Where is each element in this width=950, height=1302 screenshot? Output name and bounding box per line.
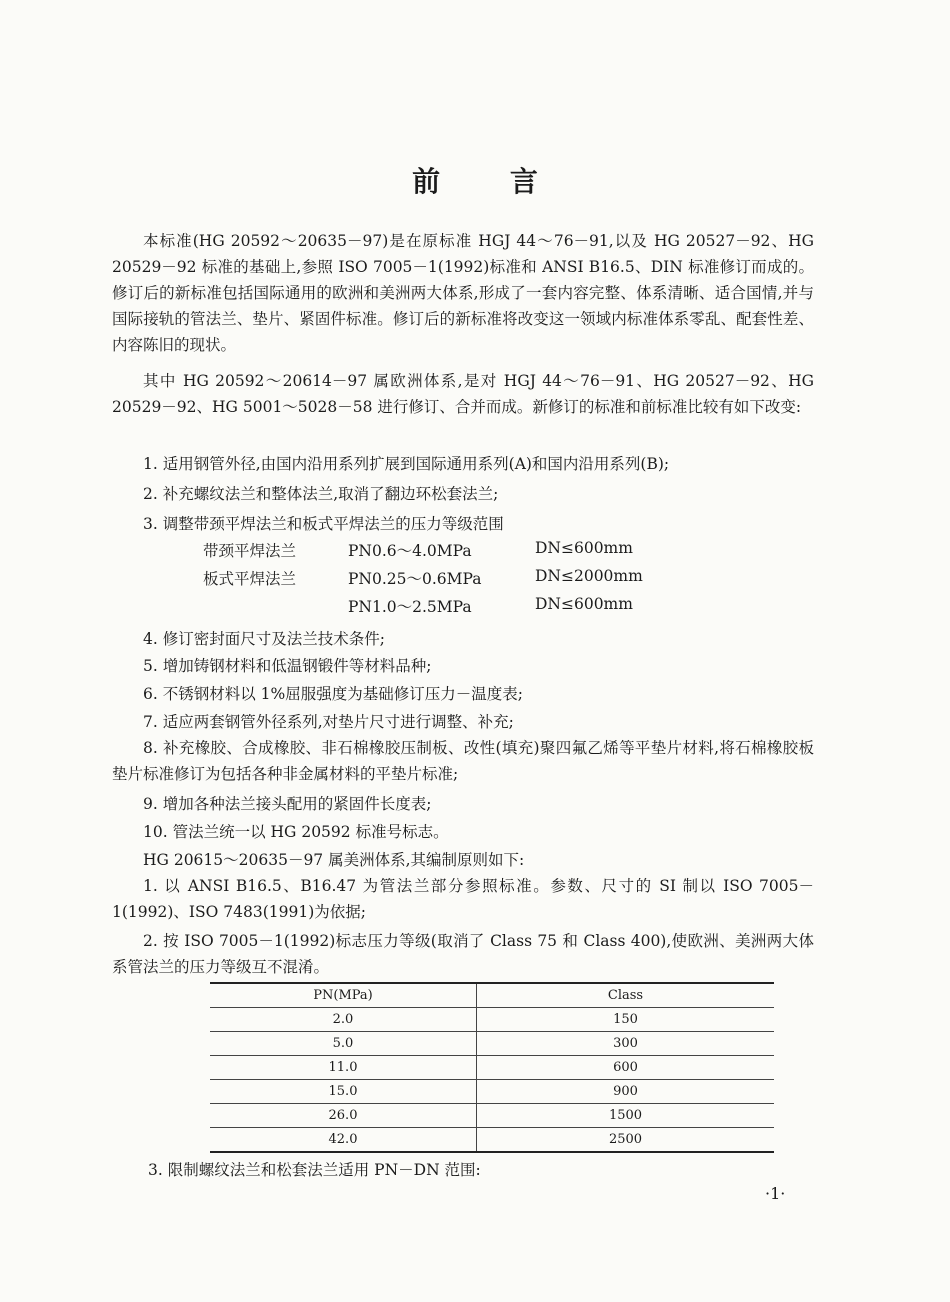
sub-row-2-dn: DN≤2000mm	[535, 567, 643, 585]
sub-row-3-dn: DN≤600mm	[535, 595, 633, 613]
america-item-2: 2. 按 ISO 7005－1(1992)标志压力等级(取消了 Class 75 和 Class 400),使欧洲、美洲两大体系管法兰的压力等级互不混淆。	[112, 932, 814, 976]
table-cell-class: 300	[477, 1032, 775, 1056]
europe-item-7: 7. 适应两套钢管外径系列,对垫片尺寸进行调整、补充;	[143, 713, 514, 731]
table-header-row	[210, 983, 774, 1008]
table-row	[210, 1056, 774, 1080]
europe-item-9: 9. 增加各种法兰接头配用的紧固件长度表;	[143, 795, 432, 813]
sub-row-1-pn: PN0.6～4.0MPa	[348, 542, 472, 560]
table-cell-pn: 2.0	[210, 1008, 477, 1032]
pn-class-table	[210, 982, 774, 1153]
intro-paragraph-2: 其中 HG 20592～20614－97 属欧洲体系,是对 HGJ 44～76－91、HG 20527－92、HG 20529－92、HG 5001～5028－58 进行修订、合并而成。新修订的标准和前标准比较有如下改变:	[112, 372, 814, 416]
table-cell-pn: 5.0	[210, 1032, 477, 1056]
europe-item-1: 1. 适用钢管外径,由国内沿用系列扩展到国际通用系列(A)和国内沿用系列(B);	[143, 455, 670, 473]
sub-row-2-name: 板式平焊法兰	[203, 570, 297, 588]
bleed-through-text	[240, 128, 487, 147]
table-cell-class: 900	[477, 1080, 775, 1104]
europe-item-2: 2. 补充螺纹法兰和整体法兰,取消了翻边环松套法兰;	[143, 485, 499, 503]
europe-item-5: 5. 增加铸钢材料和低温钢锻件等材料品种;	[143, 657, 432, 675]
table-header-pn: PN(MPa)	[210, 983, 477, 1008]
table-cell-class: 150	[477, 1008, 775, 1032]
table-cell-pn: 15.0	[210, 1080, 477, 1104]
sub-row-1-name: 带颈平焊法兰	[203, 542, 297, 560]
table-row	[210, 1080, 774, 1104]
sub-row-1-dn: DN≤600mm	[535, 539, 633, 557]
table-row	[210, 1104, 774, 1128]
europe-item-4: 4. 修订密封面尺寸及法兰技术条件;	[143, 630, 385, 648]
europe-item-6: 6. 不锈钢材料以 1%屈服强度为基础修订压力－温度表;	[143, 685, 523, 703]
table-header-class: Class	[477, 983, 775, 1008]
sub-row-3-pn: PN1.0～2.5MPa	[348, 598, 472, 616]
page-title: 前 言	[412, 165, 568, 198]
europe-item-8: 8. 补充橡胶、合成橡胶、非石棉橡胶压制板、改性(填充)聚四氟乙烯等平垫片材料,将石棉橡胶板垫片标准修订为包括各种非金属材料的平垫片标准;	[112, 739, 814, 783]
intro-paragraph-1: 本标准(HG 20592～20635－97)是在原标准 HGJ 44～76－91,以及 HG 20527－92、HG 20529－92 标准的基础上,参照 ISO 7005－1(1992)标准和 ANSI B16.5、DIN 标准修订而成的。修订后的新标准包括国际通用的欧洲和美洲两大体系,形成了一套内容完整、体系清晰、适合国情,并与国际接轨的管法兰、垫片、紧固件标准。修订后的新标准将改变这一领域内标准体系零乱、配套性差、内容陈旧的现状。	[112, 232, 814, 354]
table-row	[210, 1128, 774, 1153]
table-row	[210, 1008, 774, 1032]
table-cell-pn: 26.0	[210, 1104, 477, 1128]
table-cell-pn: 11.0	[210, 1056, 477, 1080]
table-cell-pn: 42.0	[210, 1128, 477, 1153]
america-item-1: 1. 以 ANSI B16.5、B16.47 为管法兰部分参照标准。参数、尺寸的 SI 制以 ISO 7005－1(1992)、ISO 7483(1991)为依据;	[112, 877, 814, 921]
table-cell-class: 600	[477, 1056, 775, 1080]
america-intro: HG 20615～20635－97 属美洲体系,其编制原则如下:	[143, 851, 525, 869]
page-number: ·1·	[765, 1184, 786, 1203]
table-cell-class: 2500	[477, 1128, 775, 1153]
table-cell-class: 1500	[477, 1104, 775, 1128]
sub-row-2-pn: PN0.25～0.6MPa	[348, 570, 482, 588]
america-item-3: 3. 限制螺纹法兰和松套法兰适用 PN－DN 范围:	[148, 1161, 481, 1179]
europe-item-3: 3. 调整带颈平焊法兰和板式平焊法兰的压力等级范围	[143, 515, 504, 533]
europe-item-10: 10. 管法兰统一以 HG 20592 标准号标志。	[143, 823, 449, 841]
table-row	[210, 1032, 774, 1056]
